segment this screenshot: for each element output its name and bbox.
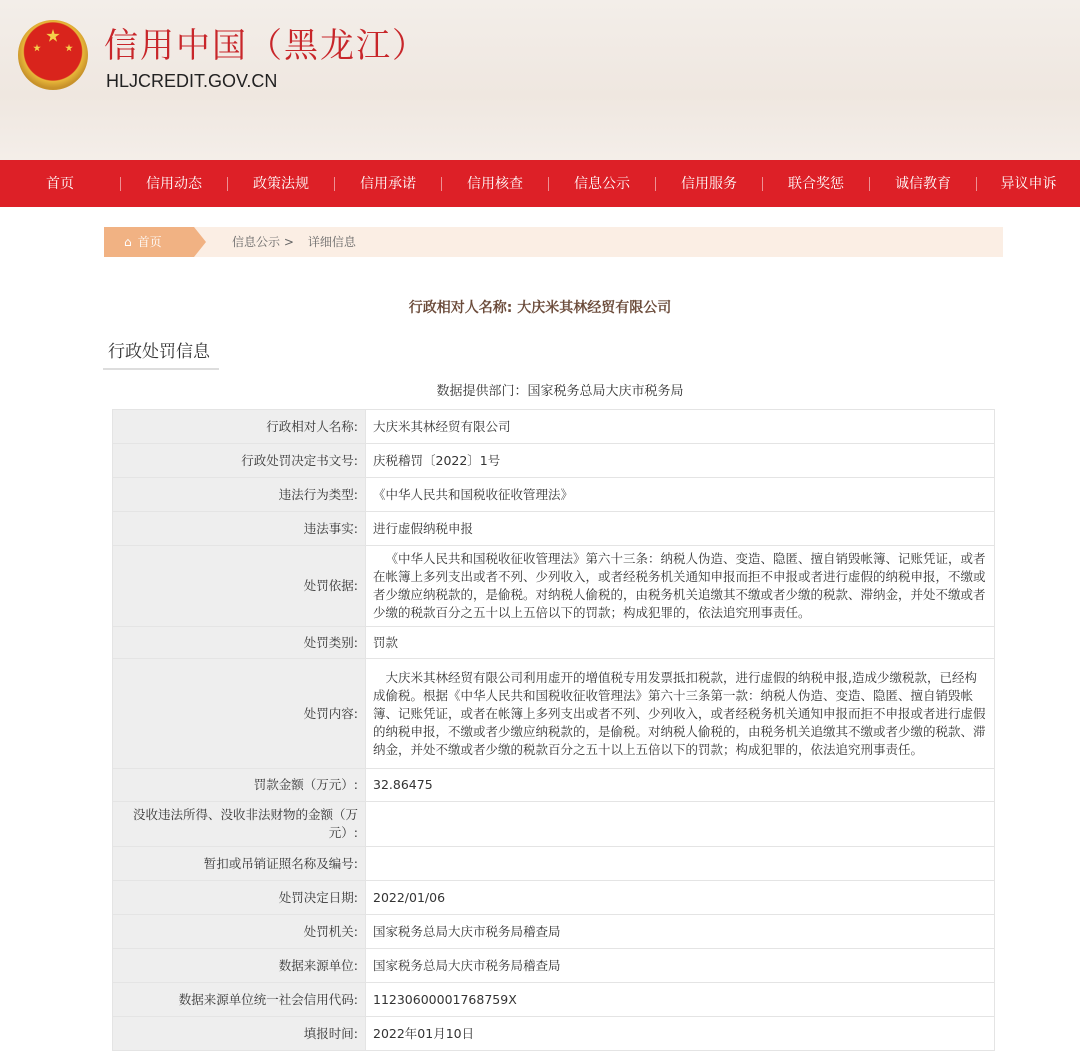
nav-item[interactable]: 诚信教育 [895,175,951,192]
field-value: 11230600001768759X [366,983,995,1017]
entity-title: 行政相对人名称: 大庆米其林经贸有限公司 [408,300,672,316]
nav-item[interactable]: 信用服务 [681,175,737,192]
field-value: 庆税稽罚〔2022〕1号 [366,444,995,478]
field-label: 暂扣或吊销证照名称及编号: [113,847,366,881]
site-url: HLJCREDIT.GOV.CN [106,71,278,91]
table-row [113,881,995,915]
field-value [366,847,995,881]
field-label: 处罚内容: [113,659,366,769]
breadcrumb-section[interactable]: 信息公示 > [232,235,294,249]
home-icon: ⌂ [124,235,132,249]
nav-item[interactable]: 信息公示 [574,175,630,192]
site-header [0,0,1080,160]
field-value: 国家税务总局大庆市税务局稽查局 [366,915,995,949]
field-label: 违法行为类型: [113,478,366,512]
field-value: 32.86475 [366,769,995,802]
field-label: 处罚决定日期: [113,881,366,915]
breadcrumb-home-label: 首页 [137,235,162,249]
table-row [113,627,995,659]
table-row [113,444,995,478]
field-label: 数据来源单位统一社会信用代码: [113,983,366,1017]
field-label: 行政相对人名称: [113,410,366,444]
field-value: 2022/01/06 [366,881,995,915]
nav-item[interactable]: 首页 [46,175,74,192]
field-value: 《中华人民共和国税收征收管理法》第六十三条：纳税人伪造、变造、隐匿、擅自销毁帐簿、记账凭证，或者在帐簿上多列支出或者不列、少列收入，或者经税务机关通知申报而拒不申报或者进行虚假的纳税申报，不缴或者少缴应纳税款的，是偷税。对纳税人偷税的，由税务机关追缴其不缴或者少缴的税款、滞纳金，并处不缴或者少缴的税款百分之五十以上五倍以下的罚款；构成犯罪的，依法追究刑事责任。 [366,546,995,627]
table-row [113,949,995,983]
field-value: 2022年01月10日 [366,1017,995,1051]
field-label: 处罚依据: [113,546,366,627]
star-icon [46,29,60,43]
breadcrumb-current: 详细信息 [307,235,356,249]
nav-item[interactable]: 信用动态 [146,175,202,192]
penalty-details-table [112,409,995,1051]
table-row [113,410,995,444]
table-row [113,478,995,512]
table-row [113,659,995,769]
breadcrumb [104,227,1003,257]
field-value: 大庆米其林经贸有限公司 [366,410,995,444]
table-row [113,769,995,802]
main-nav [0,160,1080,207]
nav-item[interactable]: 联合奖惩 [788,175,844,192]
table-row [113,847,995,881]
field-value: 大庆米其林经贸有限公司利用虚开的增值税专用发票抵扣税款，进行虚假的纳税申报,造成少缴税款，已经构成偷税。根据《中华人民共和国税收征收管理法》第六十三条第一款：纳税人伪造、变造、隐匿、擅自销毁帐簿、记账凭证，或者在帐簿上多列支出或者不列、少列收入，或者经税务机关通知申报而拒不申报或者进行虚假的纳税申报，不缴或者少缴应纳税款的，是偷税。对纳税人偷税的，由税务机关追缴其不缴或者少缴的税款、滞纳金，并处不缴或者少缴的税款百分之五十以上五倍以下的罚款；构成犯罪的，依法追究刑事责任。 [366,659,995,769]
data-provider: 数据提供部门：国家税务总局大庆市税务局 [436,384,684,399]
table-row [113,802,995,847]
site-title[interactable]: 信用中国（黑龙江） [104,26,428,66]
field-value: 《中华人民共和国税收征收管理法》 [366,478,995,512]
nav-item[interactable]: 政策法规 [253,175,309,192]
field-value [366,802,995,847]
table-row [113,915,995,949]
field-label: 数据来源单位: [113,949,366,983]
field-label: 填报时间: [113,1017,366,1051]
field-label: 行政处罚决定书文号: [113,444,366,478]
table-row [113,546,995,627]
table-row [113,983,995,1017]
table-row [113,1017,995,1051]
field-label: 罚款金额（万元）: [113,769,366,802]
nav-item[interactable]: 信用核查 [467,175,523,192]
field-value: 罚款 [366,627,995,659]
field-label: 违法事实: [113,512,366,546]
national-emblem-logo [18,20,88,90]
table-row [113,512,995,546]
field-label: 处罚机关: [113,915,366,949]
section-title: 行政处罚信息 [103,340,219,370]
nav-item[interactable]: 信用承诺 [360,175,416,192]
field-value: 国家税务总局大庆市税务局稽查局 [366,949,995,983]
nav-item[interactable]: 异议申诉 [1000,175,1057,192]
star-icon [65,44,73,52]
field-label: 处罚类别: [113,627,366,659]
star-icon [33,44,41,52]
field-value: 进行虚假纳税申报 [366,512,995,546]
field-label: 没收违法所得、没收非法财物的金额（万元）: [113,802,366,847]
breadcrumb-home[interactable] [104,227,194,257]
